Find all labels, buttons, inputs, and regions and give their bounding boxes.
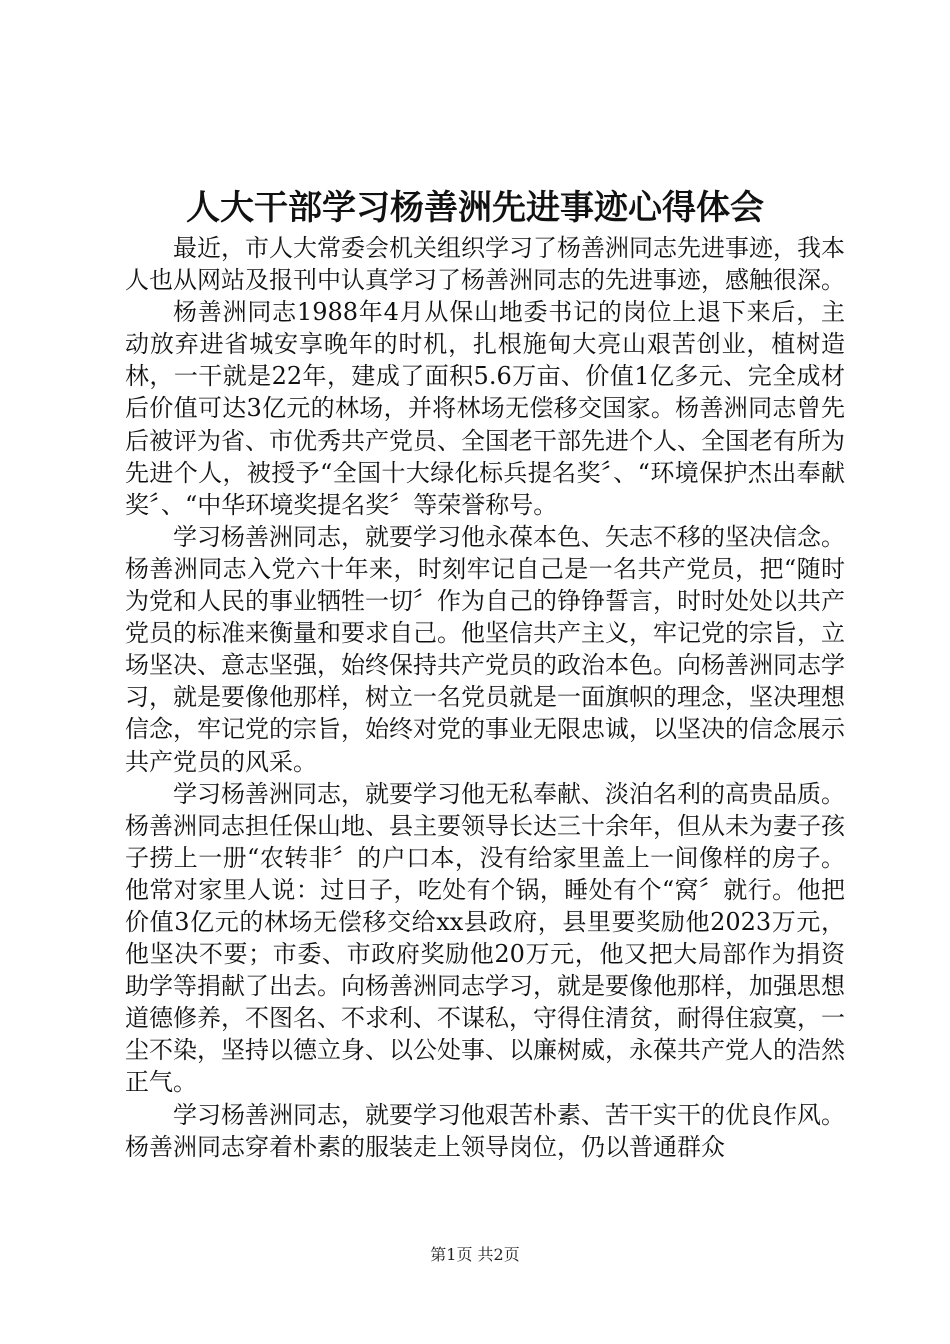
paragraph-2: 杨善洲同志1988年4月从保山地委书记的岗位上退下来后，主动放弃进省城安享晚年的时机，扎根施甸大亮山艰苦创业，植树造林，一干就是22年，建成了面积5.6万亩、价值1亿多元、完全成材后价值可达3亿元的林场，并将林场无偿移交国家。杨善洲同志曾先后被评为省、市优秀共产党员、全国老干部先进个人、全国老有所为先进个人，被授予“全国十大绿化标兵提名奖〞、“环境保护杰出奉献奖〞、“中华环境奖提名奖〞等荣誉称号。: [125, 298, 845, 519]
page-footer: 第1页 共2页: [430, 1245, 520, 1264]
paragraph-1: 最近，市人大常委会机关组织学习了杨善洲同志先进事迹，我本人也从网站及报刊中认真学习了杨善洲同志的先进事迹，感触很深。: [125, 234, 845, 295]
document-body: [125, 232, 845, 1163]
paragraph-4: 学习杨善洲同志，就要学习他无私奉献、淡泊名利的高贵品质。杨善洲同志担任保山地、县主要领导长达三十余年，但从未为妻子孩子捞上一册“农转非〞的户口本，没有给家里盖上一间像样的房子。他常对家里人说：过日子，吃处有个锅，睡处有个“窝〞就行。他把价值3亿元的林场无偿移交给xx县政府，县里要奖励他2023万元，他坚决不要；市委、市政府奖励他20万元，他又把大局部作为捐资助学等捐献了出去。向杨善洲同志学习，就是要像他那样，加强思想道德修养，不图名、不求利、不谋私，守得住清贫，耐得住寂寞，一尘不染，坚持以德立身、以公处事、以廉树威，永葆共产党人的浩然正气。: [125, 779, 845, 1097]
paragraph-3: 学习杨善洲同志，就要学习他永葆本色、矢志不移的坚决信念。杨善洲同志入党六十年来，时刻牢记自己是一名共产党员，把“随时为党和人民的事业牺牲一切〞作为自己的铮铮誓言，时时处处以共产党员的标准来衡量和要求自己。他坚信共产主义，牢记党的宗旨，立场坚决、意志坚强，始终保持共产党员的政治本色。向杨善洲同志学习，就是要像他那样，树立一名党员就是一面旗帜的理念，坚决理想信念，牢记党的宗旨，始终对党的事业无限忠诚，以坚决的信念展示共产党员的风采。: [125, 522, 845, 776]
paragraph-5: 学习杨善洲同志，就要学习他艰苦朴素、苦干实干的优良作风。杨善洲同志穿着朴素的服装走上领导岗位，仍以普通群众: [125, 1100, 845, 1161]
document-title: 人大干部学习杨善洲先进事迹心得体会: [186, 188, 764, 228]
